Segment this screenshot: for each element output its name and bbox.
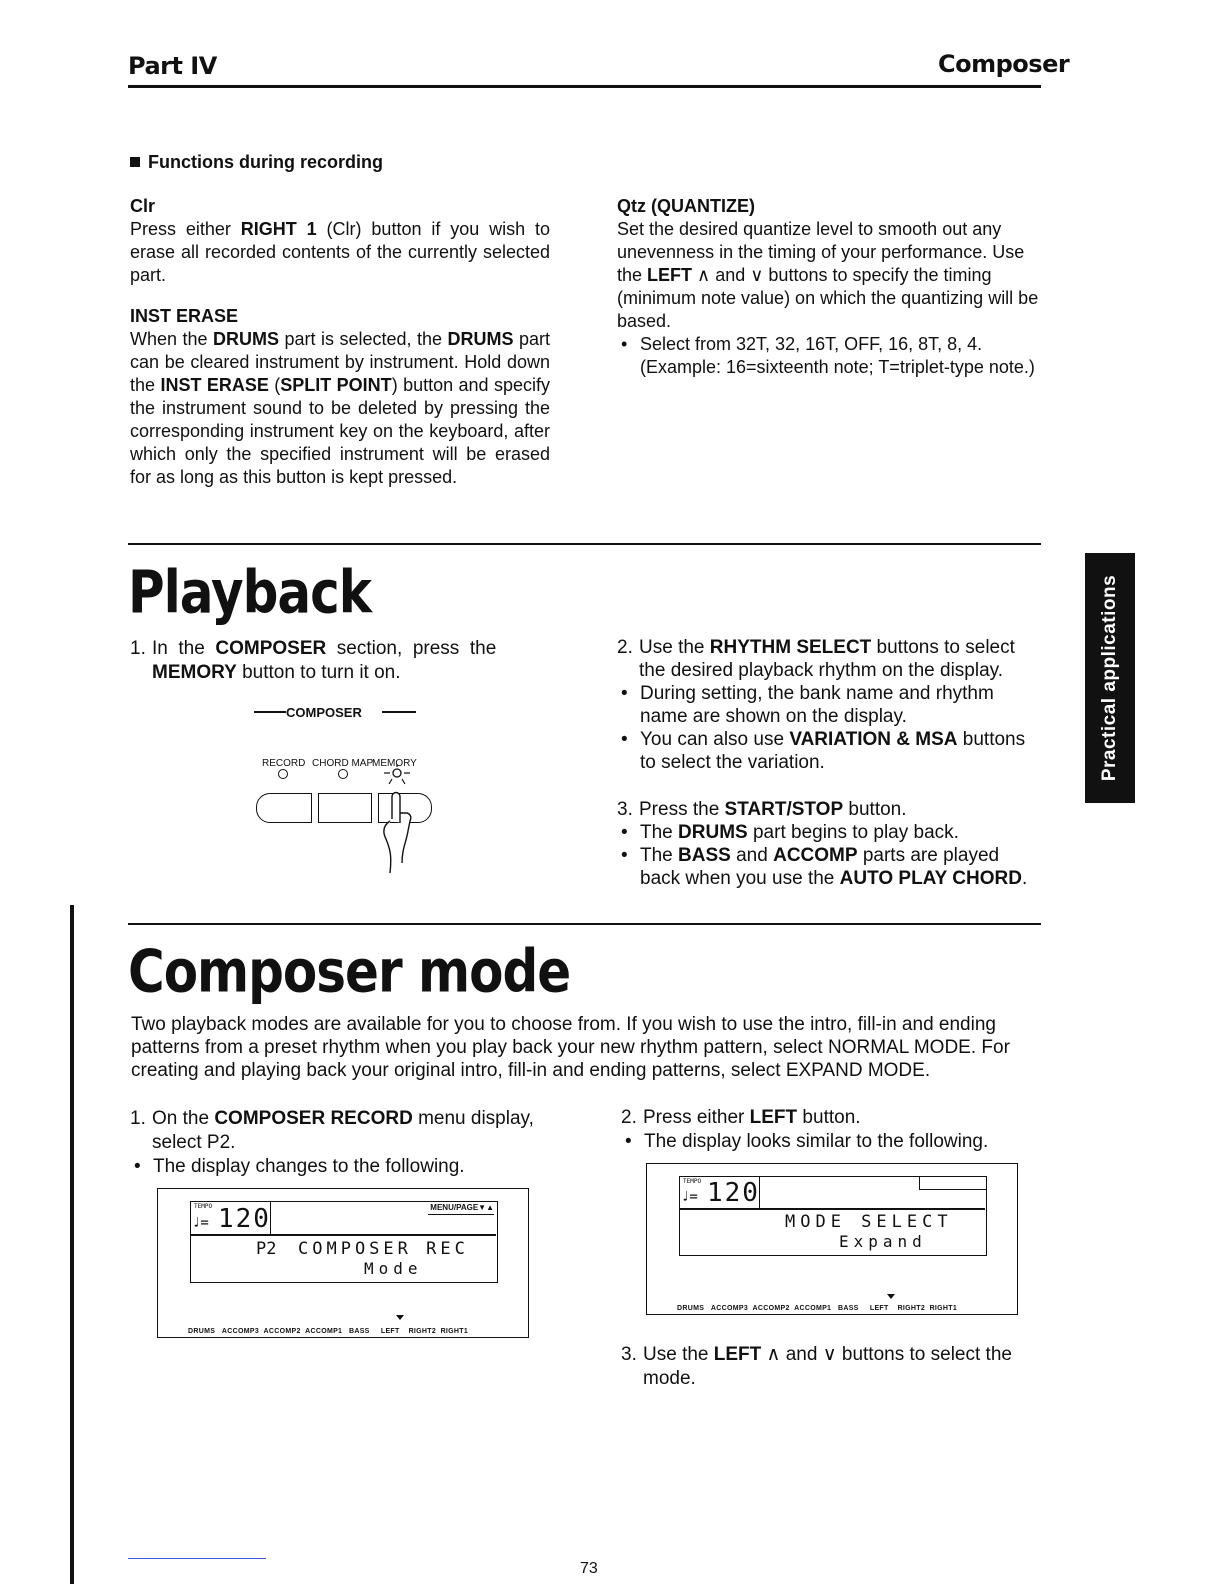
tempo-prefix: ♩= xyxy=(681,1189,698,1205)
page-indicator: P2 xyxy=(256,1239,277,1259)
record-label: RECORD xyxy=(262,758,306,769)
playback-step-3-bullet-2: • The BASS and ACCOMP parts are played back when you use the AUTO PLAY CHORD. xyxy=(617,844,1041,890)
composer-mode-intro: Two playback modes are available for you to choose from. If you wish to use the intro, fill-in and ending patterns from a preset rhythm when you play back your new rhythm pattern, select NORMAL MODE. For creating and playing back your original intro, fill-in and ending patterns, select EXPAND MODE. xyxy=(131,1014,1010,1081)
playback-steps-right xyxy=(617,636,1041,890)
record-button[interactable] xyxy=(256,793,312,823)
qtz-section xyxy=(617,195,1039,379)
mode-step-2: 2. Press either LEFT button. • The display looks similar to the following. xyxy=(621,1106,1041,1154)
playback-step-3-bullet-1: • The DRUMS part begins to play back. xyxy=(617,821,1041,844)
tempo-value: 120 xyxy=(218,1204,271,1234)
binding-edge xyxy=(70,905,74,1584)
mode-step-1: 1. On the COMPOSER RECORD menu display, select P2. • The display changes to the following. xyxy=(130,1107,570,1179)
playback-step-2-bullet-2: • You can also use VARIATION & MSA buttons to select the variation. xyxy=(617,728,1041,774)
square-bullet-icon xyxy=(130,157,140,167)
part-cursor-icon xyxy=(396,1315,404,1320)
lcd-display-mode-select xyxy=(646,1163,1018,1315)
composer-mode-title: Composer mode xyxy=(128,937,571,1006)
part-label: Part IV xyxy=(128,52,217,80)
playback-step-2-bullet-1: • During setting, the bank name and rhythm name are shown on the display. xyxy=(617,682,1041,728)
qtz-title: Qtz (QUANTIZE) xyxy=(617,196,755,216)
lcd-display-composer-rec xyxy=(157,1188,529,1338)
part-labels: DRUMS ACCOMP3 ACCOMP2 ACCOMP1 BASS LEFT RIGHT2 RIGHT1 xyxy=(677,1305,958,1312)
pointing-finger-icon xyxy=(372,783,422,881)
lcd-line-1: MODE SELECT xyxy=(785,1212,953,1232)
header-rule xyxy=(128,85,1041,88)
functions-heading: Functions during recording xyxy=(130,152,383,173)
side-tab-practical-applications: Practical applications xyxy=(1085,553,1135,803)
playback-step-2: 2. Use the RHYTHM SELECT buttons to select the desired playback rhythm on the display. xyxy=(617,637,1015,681)
lcd-line-2: Expand xyxy=(839,1232,927,1251)
playback-step-3: 3. Press the START/STOP button. xyxy=(617,799,907,820)
playback-rule xyxy=(128,543,1041,545)
playback-title: Playback xyxy=(128,558,372,627)
tempo-value: 120 xyxy=(707,1178,760,1208)
chordmap-button[interactable] xyxy=(318,793,372,823)
page-number: 73 xyxy=(580,1560,598,1577)
tempo-label: TEMPO xyxy=(194,1203,213,1210)
inst-erase-title: INST ERASE xyxy=(130,306,239,326)
chordmap-label: CHORD MAP xyxy=(312,758,374,769)
clr-title: Clr xyxy=(130,196,156,216)
record-led-icon xyxy=(278,769,288,779)
part-labels: DRUMS ACCOMP3 ACCOMP2 ACCOMP1 BASS LEFT RIGHT2 RIGHT1 xyxy=(188,1328,469,1335)
composer-panel-label: COMPOSER xyxy=(286,705,362,720)
mode-step-3: 3. Use the LEFT ∧ and ∨ buttons to select the mode. xyxy=(621,1344,1012,1389)
part-cursor-icon xyxy=(887,1294,895,1299)
clr-section xyxy=(130,195,550,489)
playback-step-1: 1. In the COMPOSER section, press the MEMORY button to turn it on. xyxy=(130,638,497,683)
memory-label: MEMORY xyxy=(372,758,417,769)
menu-page-indicator: MENU/PAGE▼▲ xyxy=(428,1203,494,1215)
qtz-body: Set the desired quantize level to smooth out any unevenness in the timing of your performance. Use the LEFT ∧ and ∨ buttons to specify the timing (minimum note value) on which the quantizing will be based. xyxy=(617,219,1039,331)
clr-body: Press either RIGHT 1 (Clr) button if you wish to erase all recorded contents of the currently selected part. xyxy=(130,219,551,285)
inst-erase-body: When the DRUMS part is selected, the DRUMS part can be cleared instrument by instrument. Hold down the INST ERASE (SPLIT POINT) button and specify the instrument sound to be deleted by pressing the corresponding instrument key on the keyboard, after which only the specified instrument will be erased for as long as this button is kept pressed. xyxy=(130,329,550,487)
footer-rule xyxy=(128,1558,266,1559)
chordmap-led-icon xyxy=(338,769,348,779)
lcd-line-1: COMPOSER REC xyxy=(298,1239,469,1259)
qtz-bullet: • Select from 32T, 32, 16T, OFF, 16, 8T, 8, 4. (Example: 16=sixteenth note; T=triplet-type note.) xyxy=(617,333,1039,379)
tempo-prefix: ♩= xyxy=(192,1215,209,1231)
tempo-label: TEMPO xyxy=(683,1178,702,1185)
composer-mode-rule xyxy=(128,923,1041,925)
chapter-label: Composer xyxy=(938,50,1070,78)
lcd-line-2: Mode xyxy=(364,1259,423,1278)
